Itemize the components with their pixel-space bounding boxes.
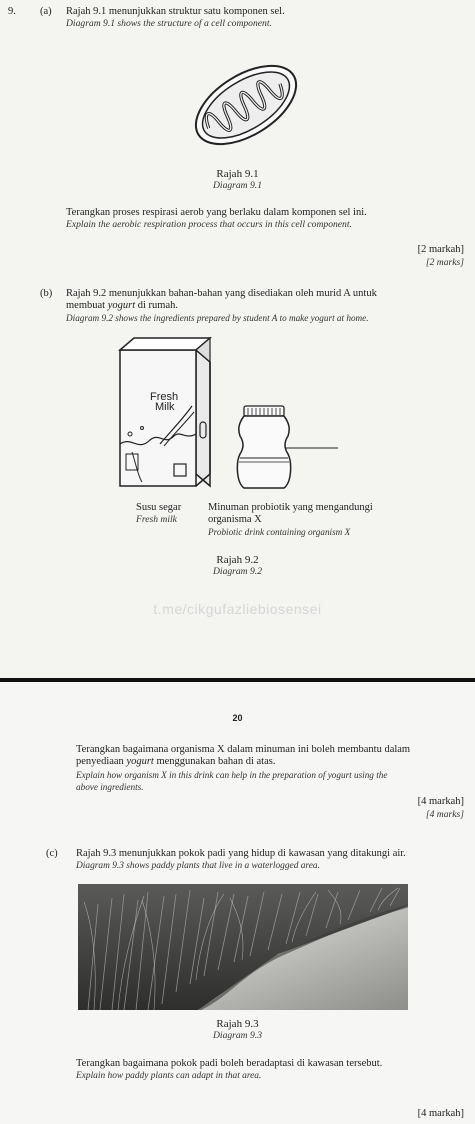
part-a-intro-en: Diagram 9.1 shows the structure of a cell component. (66, 18, 272, 29)
probiotic-drink-bottle (232, 402, 340, 492)
diagram-9-3-label-en: Diagram 9.3 (212, 1030, 263, 1041)
part-a-marks-en: [2 marks] (425, 257, 464, 268)
part-b-marks-en: [4 marks] (425, 809, 464, 820)
paddy-field-photo (78, 884, 408, 1010)
watermark-text: t.me/cikgufazliebiosensei (153, 601, 322, 617)
fresh-milk-carton (112, 336, 218, 492)
part-c-label: (c) (46, 848, 58, 859)
part-c-question-bm: Terangkan bagaimana pokok padi boleh beradaptasi di kawasan tersebut. (76, 1058, 383, 1069)
diagram-9-1-label-bm: Rajah 9.1 (216, 168, 259, 180)
caption-drink-bm-1: Minuman probiotik yang mengandungi (208, 502, 373, 513)
caption-drink-en: Probiotic drink containing organism X (208, 527, 351, 537)
part-a-question-bm: Terangkan proses respirasi aerob yang berlaku dalam komponen sel ini. (66, 207, 367, 218)
diagram-9-1-label-en: Diagram 9.1 (212, 180, 263, 191)
part-b-question-en-1: Explain how organism X in this drink can help in the preparation of yogurt using the (76, 770, 388, 780)
part-b-question-bm-2: penyediaan yogurt menggunakan bahan di atas. (76, 756, 276, 767)
exam-page-20 (0, 682, 475, 1124)
part-b-label: (b) (40, 288, 53, 299)
caption-milk-bm: Susu segar (136, 502, 182, 513)
part-b-marks-bm: [4 markah] (417, 796, 464, 807)
question-number: 9. (8, 6, 16, 17)
carton-text-fresh: Fresh (150, 391, 179, 403)
caption-drink-bm-2: organisma X (208, 514, 262, 525)
part-b-intro-bm-1: Rajah 9.2 menunjukkan bahan-bahan yang disediakan oleh murid A untuk (66, 288, 377, 299)
diagram-9-2-label-en: Diagram 9.2 (212, 566, 263, 577)
diagram-9-2-label-bm: Rajah 9.2 (216, 554, 259, 566)
mitochondrion-diagram (186, 50, 306, 160)
part-a-intro-bm: Rajah 9.1 menunjukkan struktur satu komponen sel. (66, 6, 285, 17)
part-b-intro-en: Diagram 9.2 shows the ingredients prepared by student A to make yogurt at home. (66, 313, 369, 323)
part-c-question-en: Explain how paddy plants can adapt in that area. (76, 1071, 262, 1081)
part-a-marks-bm: [2 markah] (417, 244, 464, 255)
part-b-question-en-2: above ingredients. (76, 782, 144, 792)
part-b-intro-bm-2: membuat yogurt di rumah. (66, 300, 178, 311)
part-a-label: (a) (40, 6, 52, 17)
carton-text-milk: Milk (155, 401, 175, 413)
diagram-9-3-label-bm: Rajah 9.3 (216, 1018, 259, 1030)
part-a-question-en: Explain the aerobic respiration process that occurs in this cell component. (66, 219, 352, 230)
caption-milk-en: Fresh milk (136, 514, 177, 525)
part-b-question-bm-1: Terangkan bagaimana organisma X dalam minuman ini boleh membantu dalam (76, 744, 411, 755)
page-number: 20 (232, 713, 243, 723)
part-c-intro-bm: Rajah 9.3 menunjukkan pokok padi yang hidup di kawasan yang ditakungi air. (76, 848, 406, 859)
part-c-intro-en: Diagram 9.3 shows paddy plants that live in a waterlogged area. (76, 861, 320, 871)
part-c-marks-bm: [4 markah] (417, 1108, 464, 1119)
